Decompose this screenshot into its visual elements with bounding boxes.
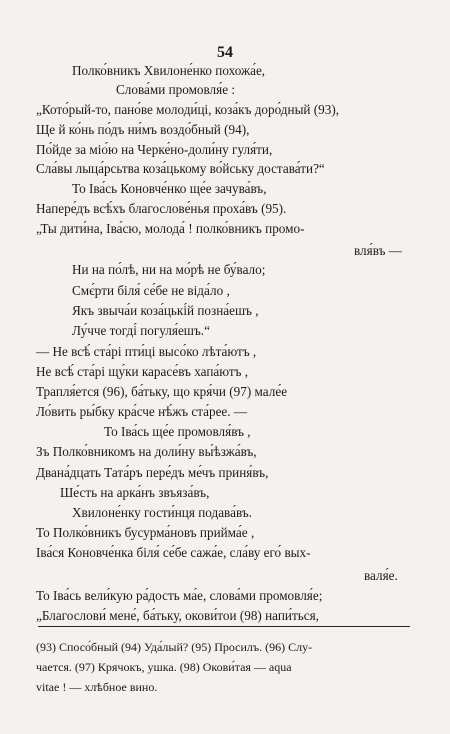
verse-line: — Не всѣ́ ста́рі пти́ці высо́ко лѣта́ютъ , bbox=[36, 344, 257, 359]
footnote-line: чается. (97) Крячокъ, ушка. (98) Окови́тая — aqua bbox=[36, 660, 292, 674]
verse-line: То Полко́вникъ бусурма́новъ прийма́е , bbox=[36, 525, 255, 540]
verse-line: Слова́ми промовля́е : bbox=[116, 82, 236, 97]
verse-line: Лу́чче тогді́ погуля́ешъ.“ bbox=[72, 323, 210, 338]
footnote-line: vitae ! — хлѣбное вино. bbox=[36, 680, 158, 694]
verse-line: Смє́рти біля́ се́бе не віда́ло , bbox=[72, 283, 230, 298]
verse-line: вля́въ — bbox=[354, 243, 402, 258]
verse-line: Сла́вы лыца́рсьтва коза́цькому во́йську достава́ти?“ bbox=[36, 161, 325, 176]
verse-line: То Іва́сь вели́кую ра́дость ма́е, слова́ми промовля́е; bbox=[36, 588, 323, 603]
verse-line: валя́е. bbox=[364, 568, 398, 583]
verse-line: „Ты дити́на, Іва́сю, молода́ ! полко́вникъ промо- bbox=[36, 221, 305, 236]
verse-line: „Кото́рый-то, пано́ве молоди́ці, коза́къ доро́дный (93), bbox=[36, 102, 340, 117]
verse-line: Ни на по́лѣ, ни на мо́рѣ не бу́вало; bbox=[72, 262, 266, 277]
verse-line: Двана́дцать Тата́ръ пере́дъ ме́чъ приня́въ, bbox=[36, 465, 269, 480]
verse-line: „Благослови́ мене́, ба́тьку, окови́тои (98) напи́ться, bbox=[36, 608, 319, 623]
verse-line: То Іва́сь ще́е промовля́въ , bbox=[104, 424, 251, 439]
verse-line: То Іва́сь Коновче́нко ще́е зачува́въ, bbox=[72, 181, 267, 196]
verse-line: Якъ звыча́и коза́цькі́й позна́ешъ , bbox=[72, 303, 259, 318]
verse-line: Ще й ко́нь по́дъ ни́мъ воздо́бный (94), bbox=[36, 122, 250, 137]
verse-line: Ло́вить ры́бку кра́сче нѣ́жъ ста́рее. — bbox=[36, 404, 248, 419]
footnote-line: (93) Спосо́бный (94) Уда́лый? (95) Просилъ. (96) Слу- bbox=[36, 640, 313, 654]
footnote-divider bbox=[38, 626, 410, 627]
verse-line: Ше́сть на арка́нъ звъяза́въ, bbox=[60, 485, 210, 500]
verse-line: По́йде за міо́ю на Черке́но-доли́ну гуля́ти, bbox=[36, 142, 273, 157]
verse-line: Полко́вникъ Хвилоне́нко похожа́е, bbox=[72, 63, 266, 78]
verse-line: Хвилоне́нку гости́нця подава́въ. bbox=[72, 505, 252, 520]
page-number: 54 bbox=[217, 44, 233, 61]
verse-line: Трапля́ется (96), ба́тьку, що кря́чи (97) мале́е bbox=[36, 384, 288, 399]
verse-line: Зъ Полко́вникомъ на доли́ну вы́ѣзжа́въ, bbox=[36, 444, 257, 459]
verse-line: Іва́ся Коновче́нка біля́ се́бе сажа́е, сла́ву его́ вых- bbox=[36, 545, 311, 560]
verse-line: Напере́дъ всѣ́хъ благослове́нья проха́въ (95). bbox=[36, 201, 287, 216]
verse-line: Не всѣ́ ста́рі щу́ки карасе́въ хапа́ютъ , bbox=[36, 364, 249, 379]
